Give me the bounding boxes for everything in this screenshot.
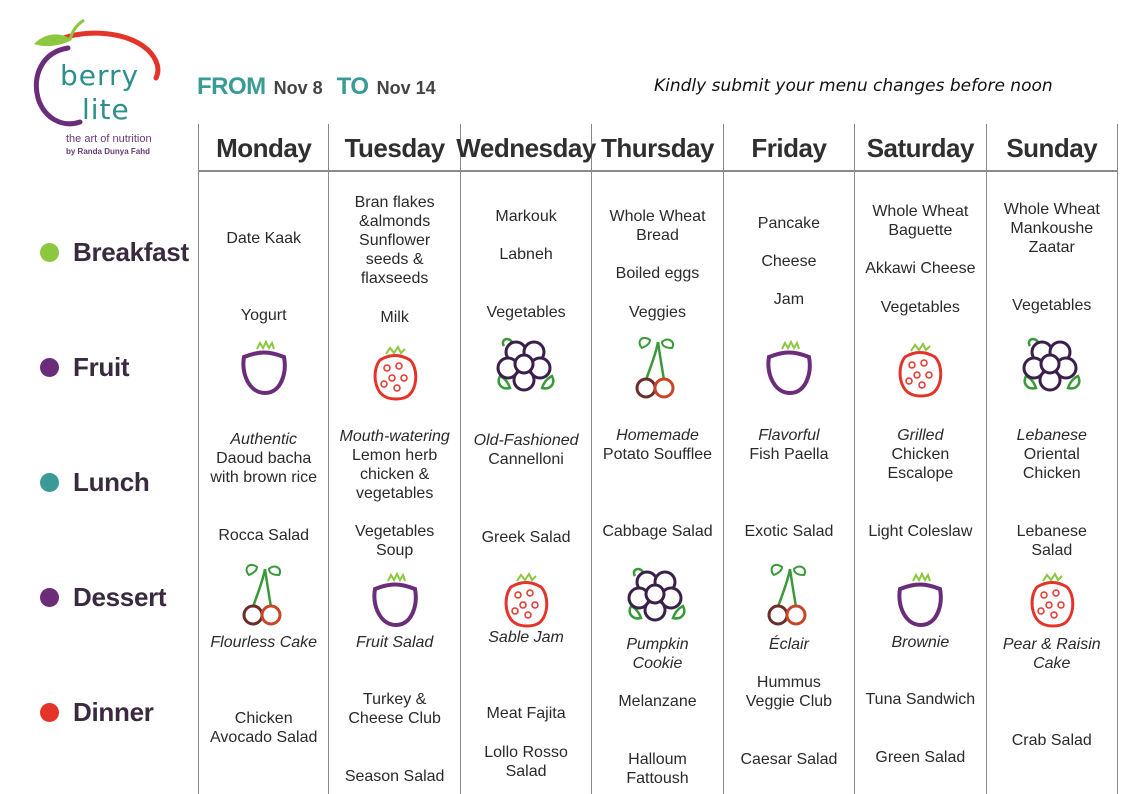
lunch-main: Lemon herb chicken & vegetables (351, 447, 438, 502)
dessert-item: Brownie (891, 634, 950, 651)
blueberry-icon (494, 334, 558, 398)
breakfast-item: Markouk (495, 208, 557, 225)
cherry-icon (632, 334, 682, 405)
day-header: Thursday (600, 132, 714, 163)
legend-label: Dinner (73, 697, 154, 727)
plum-icon (239, 339, 289, 397)
lunch-main: Cannelloni (488, 451, 564, 468)
dessert-item: Fruit Salad (355, 634, 434, 651)
plum-icon (239, 339, 289, 402)
dinner-main: Tuna Sandwich (865, 691, 976, 708)
lunch-main: Chicken Escalope (887, 446, 954, 482)
legend-label: Breakfast (73, 237, 189, 267)
raspberry-icon (1027, 569, 1077, 629)
submission-note: Kindly submit your menu changes before noon (654, 76, 1053, 96)
dinner-side: Lollo Rosso Salad (484, 744, 568, 780)
raspberry-icon (895, 339, 945, 399)
lunch-side: Lebanese Salad (1016, 523, 1087, 559)
to-label: TO (336, 73, 369, 100)
plum-icon (895, 571, 945, 629)
dinner-main: Meat Fajita (486, 705, 566, 722)
plum-icon (764, 339, 814, 402)
legend-dot (40, 358, 59, 377)
lunch-side: Greek Salad (481, 529, 571, 546)
breakfast-side: Yogurt (240, 307, 287, 324)
legend-dot (40, 703, 59, 722)
legend-dinner (40, 697, 154, 728)
lunch-main: Fish Paella (749, 446, 829, 463)
header-divider (198, 170, 1118, 172)
breakfast-item: Bran flakes &almonds Sunflower seeds & flaxseeds (354, 194, 435, 287)
legend-dot (40, 473, 59, 492)
breakfast-item: Akkawi Cheese (865, 260, 976, 277)
dinner-side: Halloum Fattoush (626, 751, 689, 787)
lunch-descriptor: Grilled (897, 427, 944, 444)
legend-lunch (40, 467, 150, 498)
day-header: Friday (751, 132, 827, 163)
breakfast-item: Jam (773, 291, 805, 308)
lunch-descriptor: Homemade (616, 427, 699, 444)
legend-dot (40, 588, 59, 607)
lunch-side: Vegetables Soup (355, 523, 435, 559)
cherry-icon (764, 561, 814, 627)
brand-word-2: lite (82, 93, 130, 126)
legend-dot (40, 243, 59, 262)
day-column-saturday (855, 124, 986, 794)
day-column-tuesday (329, 124, 460, 794)
breakfast-item: Whole Wheat Mankoushe Zaatar (1003, 201, 1100, 256)
breakfast-side: Veggies (629, 304, 686, 321)
dessert-item: Pear & Raisin Cake (1002, 636, 1101, 672)
lunch-main: Oriental Chicken (1022, 446, 1081, 482)
plum-icon (764, 339, 814, 397)
breakfast-item: Pancake (757, 215, 821, 232)
breakfast-side: Vegetables (1012, 297, 1092, 314)
lunch-descriptor: Old-Fashioned (473, 432, 579, 449)
breakfast-side: Vegetables (880, 299, 960, 316)
brand-tagline: the art of nutrition (66, 133, 152, 145)
brand-logo (28, 18, 168, 168)
day-header: Tuesday (344, 132, 445, 163)
lunch-descriptor: Flavorful (758, 427, 820, 444)
dinner-side: Green Salad (875, 749, 966, 766)
dessert-item: Sable Jam (488, 629, 564, 646)
lunch-descriptor: Mouth-watering (339, 428, 450, 445)
raspberry-icon (370, 342, 420, 407)
legend-label: Lunch (73, 467, 150, 497)
to-date: Nov 14 (376, 78, 436, 98)
menu-grid (198, 124, 1118, 794)
cherry-icon (764, 561, 814, 632)
blueberry-icon (1020, 334, 1084, 398)
day-column-friday (724, 124, 855, 794)
lunch-main: Potato Soufflee (602, 446, 713, 463)
raspberry-icon (1027, 569, 1077, 634)
dinner-side: Caesar Salad (740, 751, 838, 768)
dinner-main: Chicken Avocado Salad (210, 710, 318, 746)
brand-byline: by Randa Dunya Fahd (66, 147, 151, 156)
dinner-main: Hummus Veggie Club (745, 674, 833, 710)
dinner-main: Melanzane (618, 693, 697, 710)
plum-icon (370, 571, 420, 629)
legend-label: Fruit (73, 352, 130, 382)
raspberry-icon (501, 569, 551, 634)
breakfast-item: Whole Wheat Bread (609, 208, 706, 244)
date-range (197, 73, 450, 101)
dessert-item: Éclair (768, 636, 809, 653)
blueberry-icon (625, 564, 689, 628)
legend-breakfast (40, 237, 189, 268)
day-header: Monday (216, 132, 312, 163)
dessert-item: Pumpkin Cookie (626, 636, 689, 672)
cherry-icon (239, 561, 289, 632)
blueberry-icon (494, 334, 558, 403)
breakfast-item: Labneh (499, 246, 553, 263)
day-header: Sunday (1006, 132, 1098, 163)
from-date: Nov 8 (273, 78, 323, 98)
breakfast-side: Vegetables (486, 304, 566, 321)
cherry-icon (239, 561, 289, 627)
brand-word-1: berry (60, 59, 140, 92)
lunch-side: Exotic Salad (744, 523, 834, 540)
lunch-main: Daoud bacha with brown rice (210, 450, 318, 486)
lunch-side: Rocca Salad (218, 527, 310, 544)
legend-fruit (40, 352, 129, 383)
dinner-main: Crab Salad (1011, 732, 1092, 749)
cherry-icon (632, 334, 682, 400)
dessert-item: Flourless Cake (210, 634, 318, 651)
day-column-monday (198, 124, 329, 794)
lunch-descriptor: Authentic (230, 431, 298, 448)
day-column-sunday (987, 124, 1118, 794)
plum-icon (370, 571, 420, 634)
dinner-main: Turkey & Cheese Club (348, 691, 441, 727)
legend-dessert (40, 582, 166, 613)
blueberry-icon (625, 564, 689, 633)
lunch-descriptor: Lebanese (1016, 427, 1087, 444)
dinner-side: Season Salad (344, 768, 445, 785)
breakfast-item: Whole Wheat Baguette (872, 203, 969, 239)
raspberry-icon (501, 569, 551, 629)
lunch-side: Cabbage Salad (602, 523, 713, 540)
legend-label: Dessert (73, 582, 167, 612)
raspberry-icon (895, 339, 945, 404)
day-column-wednesday (456, 124, 596, 794)
breakfast-item: Date Kaak (226, 230, 302, 247)
day-header: Saturday (866, 132, 974, 163)
breakfast-side: Milk (380, 309, 409, 326)
day-column-thursday (592, 124, 723, 794)
breakfast-item: Boiled eggs (615, 265, 700, 282)
raspberry-icon (370, 342, 420, 402)
lunch-side: Light Coleslaw (868, 523, 973, 540)
breakfast-item: Cheese (761, 253, 817, 270)
blueberry-icon (1020, 334, 1084, 403)
plum-icon (895, 571, 945, 634)
day-header: Wednesday (456, 132, 596, 163)
from-label: FROM (197, 73, 266, 100)
